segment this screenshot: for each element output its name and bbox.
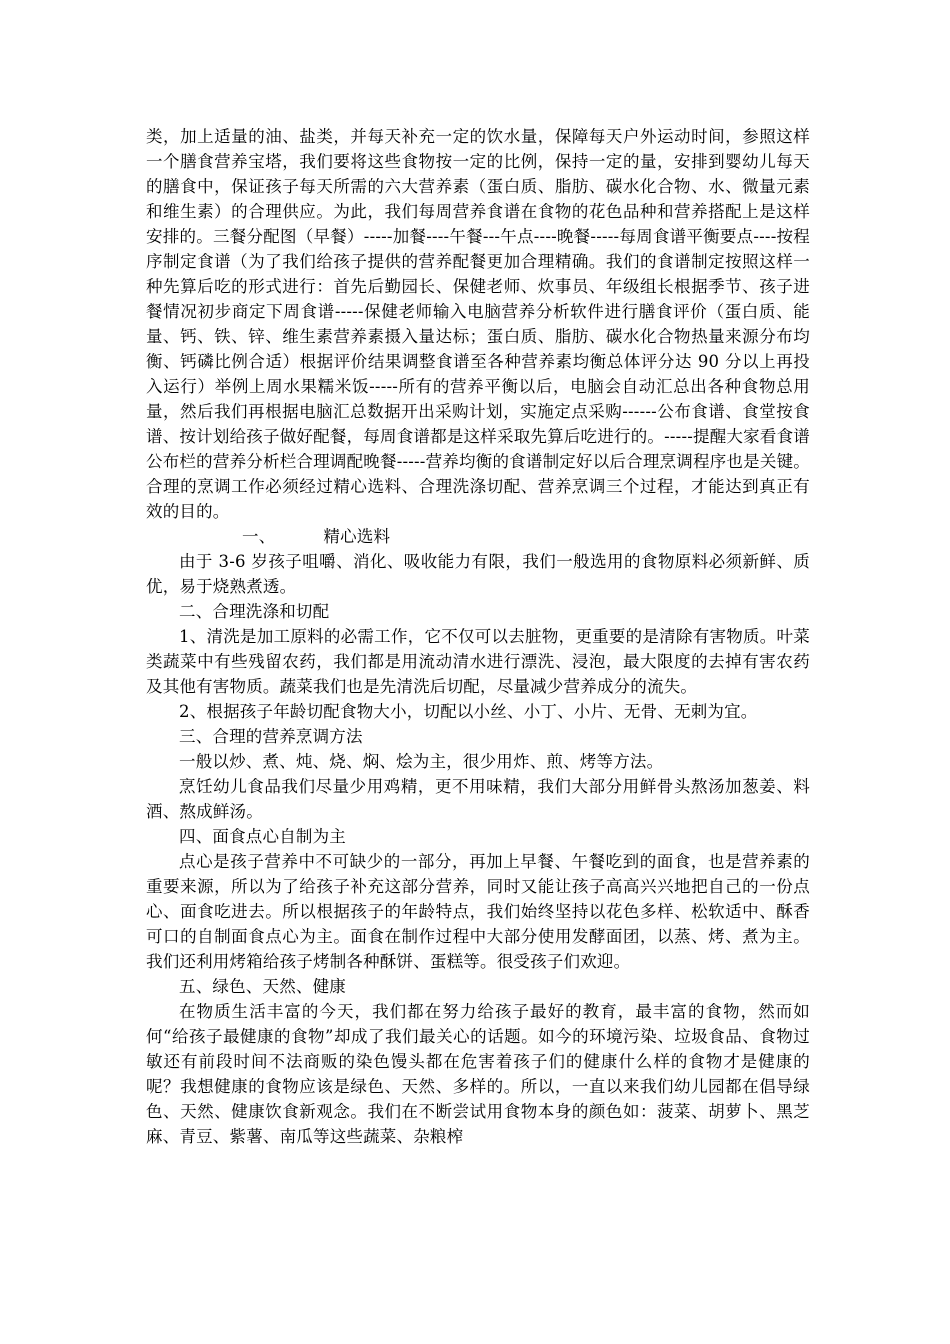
paragraph-cooking-methods: 一般以炒、煮、炖、烧、焖、烩为主，很少用炸、煎、烤等方法。 (179, 752, 664, 771)
section-heading-green-natural-healthy: 五、绿色、天然、健康 (179, 977, 346, 996)
paragraph-ingredient-selection: 由于 3-6 岁孩子咀嚼、消化、吸收能力有限，我们一般选用的食物原料必须新鲜、质优，易于烧熟煮透。 (146, 552, 810, 596)
section-heading-cooking-methods: 三、合理的营养烹调方法 (179, 727, 363, 746)
paragraph-washing: 1、清洗是加工原料的必需工作，它不仅可以去脏物，更重要的是清除有害物质。叶菜类蔬菜中有些残留农药，我们都是用流动清水进行漂洗、浸泡，最大限度的去掉有害农药及其他有害物质。蔬菜我们也是先清洗后切配，尽量减少营养成分的流失。 (146, 627, 810, 696)
paragraph-green-natural-healthy: 在物质生活丰富的今天，我们都在努力给孩子最好的教育，最丰富的食物，然而如何“给孩子最健康的食物”却成了我们最关心的话题。如今的环境污染、垃圾食品、食物过敏还有前段时间不法商贩的染色馒头都在危害着孩子们的健康什么样的食物才是健康的呢？我想健康的食物应该是绿色、天然、多样的。所以，一直以来我们幼儿园都在倡导绿色、天然、健康饮食新观念。我们在不断尝试用食物本身的颜色如：菠菜、胡萝卜、黑芝麻、青豆、紫薯、南瓜等这些蔬菜、杂粮榨 (146, 1002, 810, 1146)
paragraph-nutrition-pyramid: 类，加上适量的油、盐类，并每天补充一定的饮水量，保障每天户外运动时间，参照这样一个膳食营养宝塔，我们要将这些食物按一定的比例，保持一定的量，安排到婴幼儿每天的膳食中，保证孩子每天所需的六大营养素（蛋白质、脂肪、碳水化合物、水、微量元素和维生素）的合理供应。为此，我们每周营养食谱在食物的花色品种和营养搭配上是这样安排的。三餐分配图（早餐）-----加餐----午餐---午点----晚餐-----每周食谱平衡要点----按程序制定食谱（为了我们给孩子提供的营养配餐更加合理精确。我们的食谱制定按照这样一种先算后吃的形式进行：首先后勤园长、保健老师、炊事员、年级组长根据季节、孩子进餐情况初步商定下周食谱-----保健老师输入电脑营养分析软件进行膳食评价（蛋白质、能量、钙、铁、锌、维生素营养素摄入量达标；蛋白质、脂肪、碳水化合物热量来源分布均衡、钙磷比例合适）根据评价结果调整食谱至各种营养素均衡总体评分达 90 分以上再投入运行）举例上周水果糯米饭-----所有的营养平衡以后，电脑会自动汇总出各种食物总用量，然后我们再根据电脑汇总数据开出采购计划，实施定点采购------公布食谱、食堂按食谱、按计划给孩子做好配餐，每周食谱都是这样采取先算后吃进行的。-----提醒大家看食谱公布栏的营养分析栏合理调配晚餐-----营养均衡的食谱制定好以后合理烹调程序也是关键。合理的烹调工作必须经过精心选料、合理洗涤切配、营养烹调三个过程，才能达到真正有效的目的。 (146, 127, 810, 521)
section-title: 精心选料 (323, 527, 391, 546)
paragraph-cutting: 2、根据孩子年龄切配食物大小，切配以小丝、小丁、小片、无骨、无刺为宜。 (179, 702, 758, 721)
section-number: 一、 (242, 527, 276, 546)
paragraph-seasoning: 烹饪幼儿食品我们尽量少用鸡精，更不用味精，我们大部分用鲜骨头熬汤加葱姜、料酒、熬成鲜汤。 (146, 777, 810, 821)
section-heading-homemade-pastry: 四、面食点心自制为主 (179, 827, 346, 846)
paragraph-homemade-pastry: 点心是孩子营养中不可缺少的一部分，再加上早餐、午餐吃到的面食，也是营养素的重要来源，所以为了给孩子补充这部分营养，同时又能让孩子高高兴兴地把自己的一份点心、面食吃进去。所以根据孩子的年龄特点，我们始终坚持以花色多样、松软适中、酥香可口的自制面食点心为主。面食在制作过程中大部分使用发酵面团，以蒸、烤、煮为主。我们还利用烤箱给孩子烤制各种酥饼、蛋糕等。很受孩子们欢迎。 (146, 852, 810, 971)
section-heading-ingredient-selection (146, 524, 810, 549)
section-heading-washing-cutting: 二、合理洗涤和切配 (179, 602, 330, 621)
document-body (146, 124, 810, 1149)
